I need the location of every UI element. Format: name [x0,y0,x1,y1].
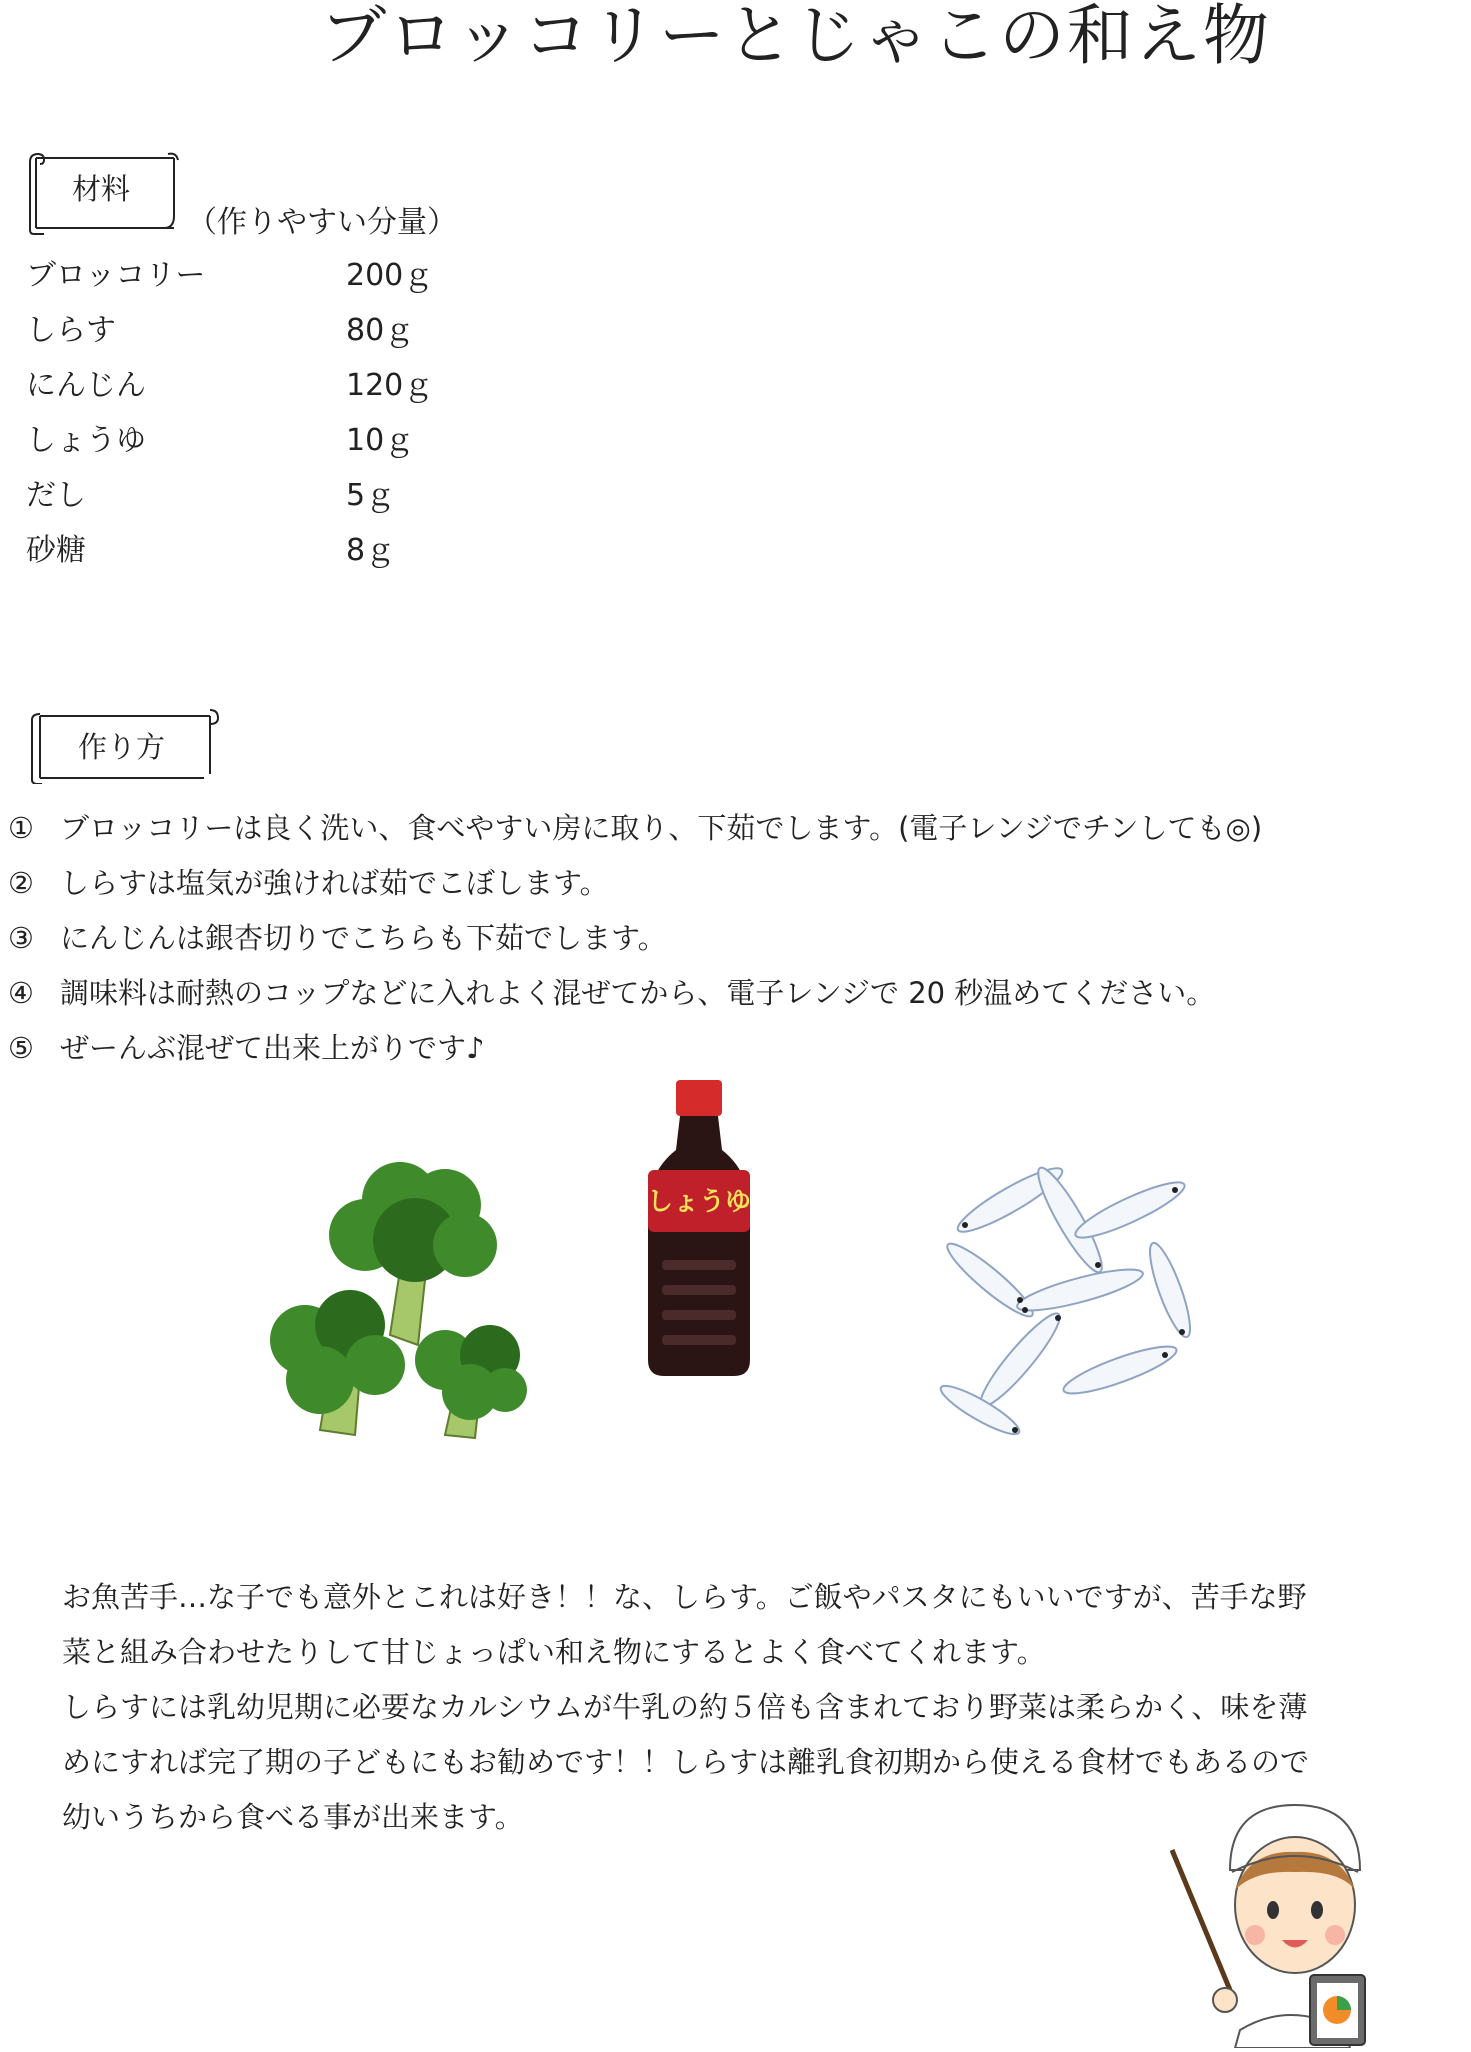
ingredient-qty: 200ｇ [346,258,434,293]
ingredient-qty: 10ｇ [346,423,415,458]
step-text: にんじんは銀杏切りでこちらも下茹でします。 [60,921,667,955]
step-text: しらすは塩気が強ければ茹でこぼします。 [60,866,609,900]
ingredient-name: にんじん [26,368,146,403]
step-number: ② [8,866,34,900]
ingredient-qty: 8ｇ [346,533,396,568]
page-title: ブロッコリーとじゃこの和え物 [320,0,1271,74]
broccoli-icon [250,1130,560,1440]
step-text: ぜーんぶ混ぜて出来上がりです♪ [60,1031,485,1065]
nutritionist-icon [1170,1800,1410,2048]
step-number: ④ [8,976,34,1010]
ingredients-label: 材料 [72,172,131,206]
note-line: お魚苦手…な子でも意外とこれは好き！！な、しらす。ご飯やパスタにもいいですが、苦手な野 [62,1580,1307,1614]
ingredient-name: しょうゆ [26,423,146,458]
step-number: ① [8,811,34,845]
ingredient-qty: 5ｇ [346,478,396,513]
ingredient-name: しらす [26,313,116,348]
soy-sauce-bottle-icon [640,1080,760,1380]
ingredients-label-scroll [24,150,184,236]
note-line: めにすれば完了期の子どもにもお勧めです！！しらすは離乳食初期から使える食材でもあるので [62,1745,1310,1779]
step-number: ③ [8,921,34,955]
note-line: 菜と組み合わせたりして甘じょっぱい和え物にするとよく食べてくれます。 [62,1635,1046,1669]
step-item [8,920,667,956]
step-number: ⑤ [8,1031,34,1065]
step-text: ブロッコリーは良く洗い、食べやすい房に取り、下茹でします。(電子レンジでチンしても◎) [60,811,1263,845]
shirasu-fish-illustration [920,1140,1220,1440]
step-item [8,1030,485,1066]
step-item [8,975,1215,1011]
note-line: しらすには乳幼児期に必要なカルシウムが牛乳の約５倍も含まれており野菜は柔らかく、味を薄 [62,1690,1308,1724]
ingredient-qty: 80ｇ [346,313,415,348]
method-label: 作り方 [78,730,166,764]
step-item [8,865,609,901]
step-item [8,810,1262,846]
ingredient-name: ブロッコリー [26,258,206,293]
soy-sauce-bottle-illustration [640,1080,760,1380]
ingredient-qty: 120ｇ [346,368,434,403]
nutritionist-illustration [1170,1800,1410,2048]
ingredient-name: 砂糖 [26,533,86,568]
note-line: 幼いうちから食べる事が出来ます。 [62,1800,524,1834]
shirasu-fish-icon [920,1140,1220,1440]
ingredients-subtitle: （作りやすい分量） [187,205,457,240]
step-text: 調味料は耐熱のコップなどに入れよく混ぜてから、電子レンジで 20 秒温めてください。 [60,976,1216,1010]
broccoli-illustration [250,1130,560,1440]
bottle-label-text: しょうゆ [646,1187,752,1217]
method-label-scroll [26,706,220,784]
ingredient-name: だし [26,478,86,513]
